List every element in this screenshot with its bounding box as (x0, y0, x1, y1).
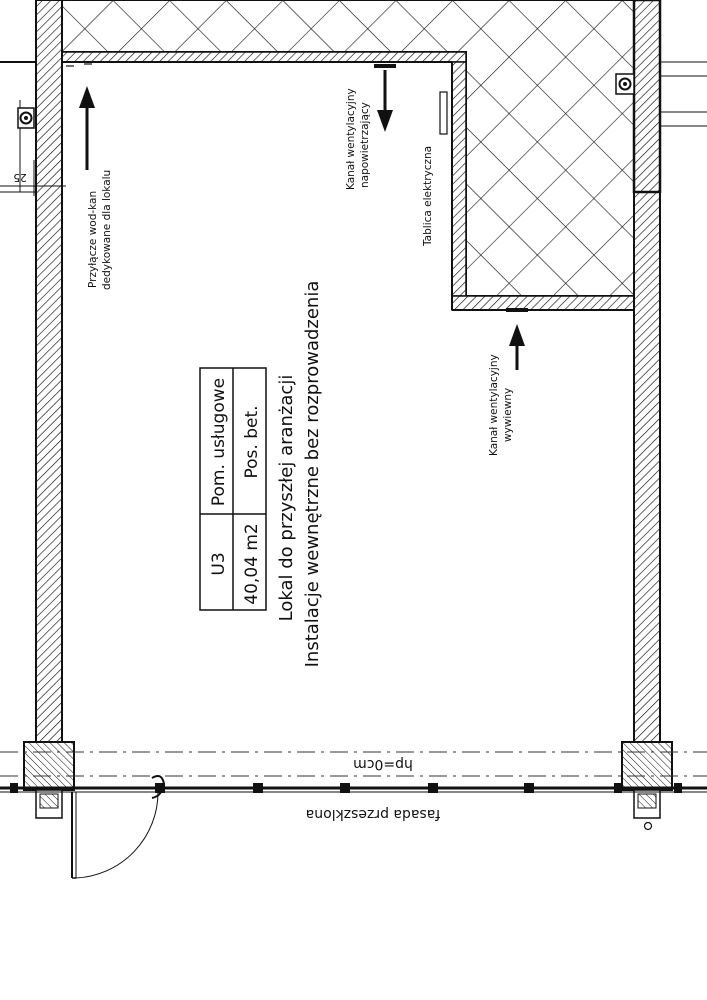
partition-wall-bottom (452, 296, 634, 310)
pipe-icon-left (18, 108, 34, 128)
dimension-label: 25 (13, 171, 27, 183)
column-right (622, 742, 672, 830)
water-connection-label-1: Przyłącze wod-kan (87, 190, 99, 288)
pipe-icon-right (616, 74, 634, 94)
room-area: 40,04 m2 (242, 523, 262, 605)
exhaust-vent-label-2: wywiewny (502, 387, 514, 442)
supply-vent-icon (374, 66, 396, 132)
column-left (24, 742, 74, 818)
exhaust-vent-icon (506, 310, 528, 370)
level-label: hp=0cm (353, 756, 413, 772)
supply-vent-label-2: napowietrzający (359, 102, 371, 188)
water-connection-arrow (79, 86, 95, 170)
water-connection-label-2: dedykowane dla lokalu (101, 169, 113, 290)
electric-panel (440, 92, 447, 134)
partition-wall-top (62, 52, 466, 62)
left-wall (36, 0, 62, 745)
supply-vent-label-1: Kanał wentylacyjny (345, 88, 357, 190)
room-type: Pom. usługowe (209, 377, 229, 507)
right-wall (634, 0, 660, 745)
electric-panel-label: Tablica elektryczna (422, 145, 434, 246)
room-code: U3 (209, 552, 229, 576)
room-info-table (200, 368, 266, 610)
facade-label: fasada przeszklona (305, 806, 441, 822)
exhaust-vent-label-1: Kanał wentylacyjny (488, 354, 500, 456)
door-swing (72, 776, 164, 878)
room-floor: Pos. bet. (242, 405, 262, 479)
room-description-1: Lokal do przyszłej aranżacji (276, 374, 297, 622)
partition-wall-vertical (452, 62, 466, 296)
room-description-2: Instalacje wewnętrzne bez rozprowadzenia (302, 280, 323, 668)
